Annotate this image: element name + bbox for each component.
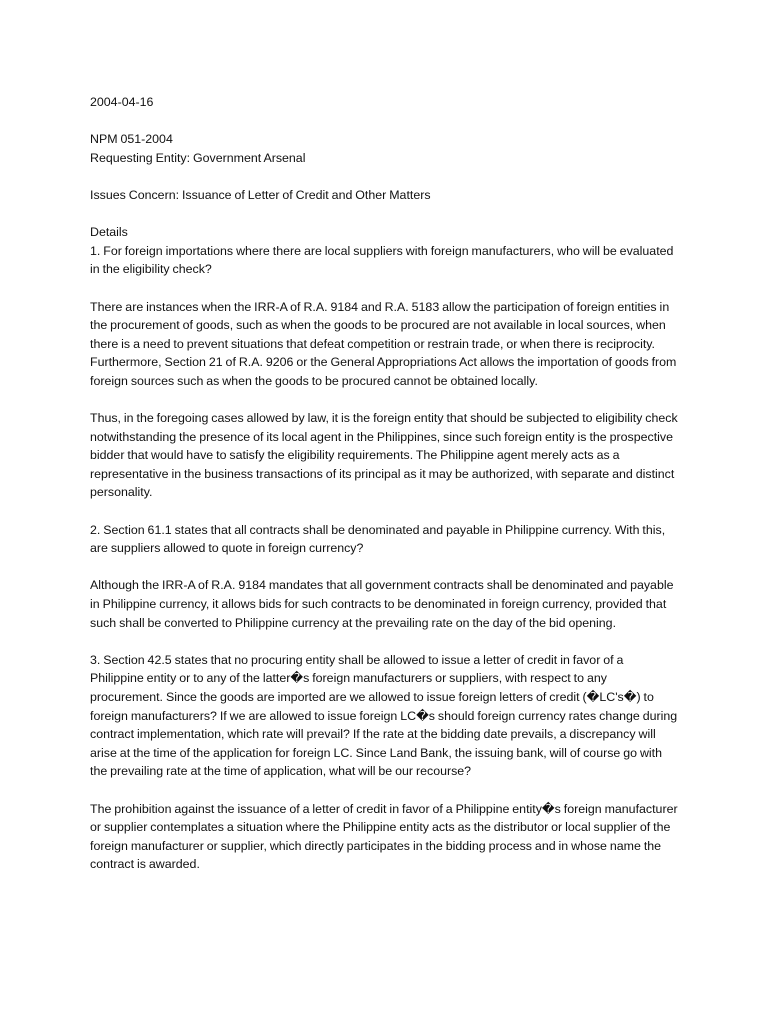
spacer — [90, 558, 680, 577]
document-reference: NPM 051-2004 — [90, 132, 173, 147]
spacer — [90, 781, 680, 800]
document-date: 2004-04-16 — [90, 95, 154, 109]
requesting-entity: Requesting Entity: Government Arsenal — [90, 150, 306, 165]
answer-3: The prohibition against the issuance of a letter of credit in favor of a Philippine entity�s foreign manufacturer or supplier contemplates a situation where the Philippine entity acts as the distributor or local supplier of the foreign manufacturer or supplier, which directly participates in the bidding process and in whose name the contract is awarded. — [90, 801, 678, 872]
spacer — [90, 167, 680, 186]
document-page — [90, 93, 680, 874]
spacer — [90, 632, 680, 651]
details-heading: Details — [90, 225, 128, 240]
question-2: 2. Section 61.1 states that all contracts shall be denominated and payable in Philippine currency. With this, are suppliers allowed to quote in foreign currency? — [90, 522, 666, 556]
answer-1-paragraph-1: There are instances when the IRR-A of R.A. 9184 and R.A. 5183 allow the participation of foreign entities in the procurement of goods, such as when the goods to be procured are not available in local sources, when there is a need to prevent situations that defeat competition or restrain trade, or when there is reciprocity. Furthermore, Section 21 of R.A. 9206 or the General Appropriations Act allows the importation of goods from foreign sources such as when the goods to be procured cannot be obtained locally. — [90, 299, 677, 388]
answer-2: Although the IRR-A of R.A. 9184 mandates that all government contracts shall be denominated and payable in Philippine currency, it allows bids for such contracts to be denominated in foreign currency, provided that such shall be converted to Philippine currency at the prevailing rate on the day of the bid opening. — [90, 578, 674, 630]
spacer — [90, 112, 680, 131]
answer-1-paragraph-2: Thus, in the foregoing cases allowed by law, it is the foreign entity that should be subjected to eligibility check notwithstanding the presence of its local agent in the Philippines, since such foreign entity is the prospective bidder that would have to satisfy the eligibility requirements. The Philippine agent merely acts as a representative in the business transactions of its principal as it may be authorized, with separate and distinct personality. — [90, 411, 678, 500]
spacer — [90, 279, 680, 298]
issues-concern: Issues Concern: Issuance of Letter of Credit and Other Matters — [90, 187, 431, 202]
question-1: 1. For foreign importations where there are local suppliers with foreign manufacturers, who will be evaluated in the eligibility check? — [90, 243, 674, 277]
spacer — [90, 502, 680, 521]
spacer — [90, 391, 680, 410]
spacer — [90, 205, 680, 224]
question-3: 3. Section 42.5 states that no procuring entity shall be allowed to issue a letter of credit in favor of a Philippine entity or to any of the latter�s foreign manufacturers or suppliers, with respect to any procurement. Since the goods are imported are we allowed to issue foreign letters of credit (�LC's�) to foreign manufacturers? If we are allowed to issue foreign LC�s should foreign currency rates change during contract implementation, which rate will prevail? If the rate at the bidding date prevails, a discrepancy will arise at the time of the application for foreign LC. Since Land Bank, the issuing bank, will of course go with the prevailing rate at the time of application, what will be our recourse? — [90, 652, 678, 779]
